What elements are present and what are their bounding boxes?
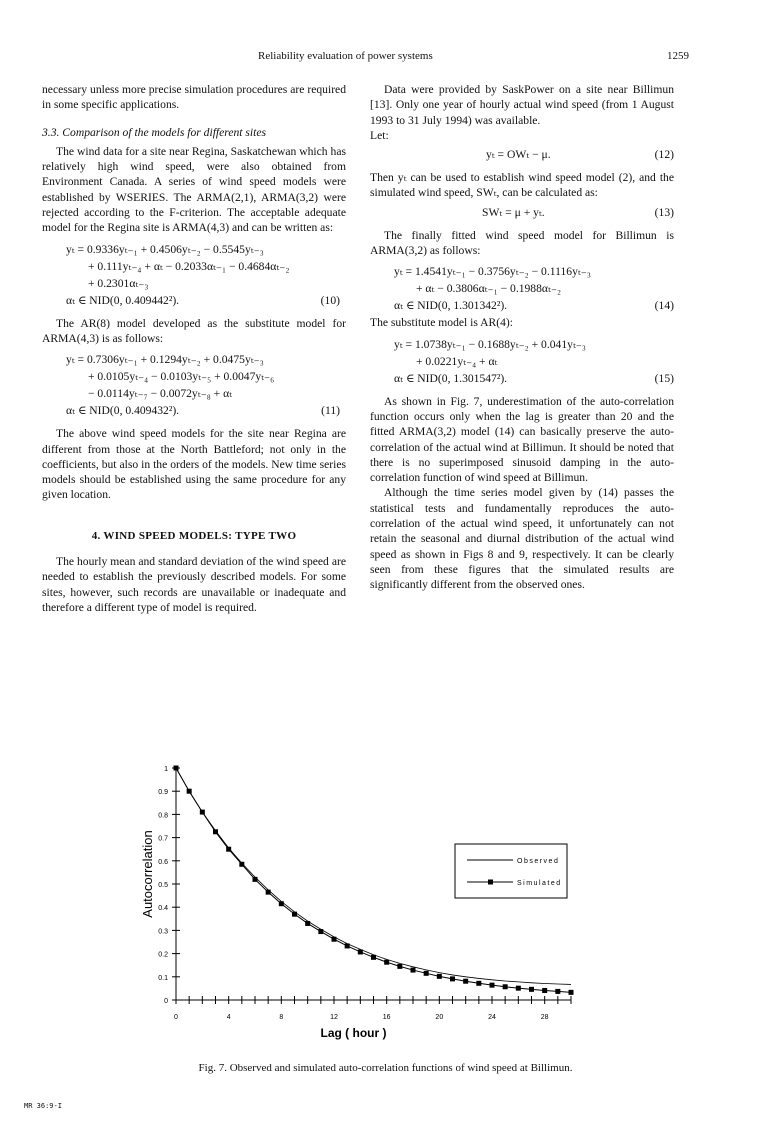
equation-line: yₜ = 1.0738yₜ₋₁ − 0.1688yₜ₋₂ + 0.041yₜ₋₃ <box>394 337 586 351</box>
paragraph: Then yₜ can be used to establish wind speed model (2), and the simulated wind speed, SWₜ, can be calculated as: <box>370 171 674 200</box>
simulated-point <box>226 847 231 852</box>
paragraph: The finally fitted wind speed model for Billimun is ARMA(3,2) as follows: <box>370 228 674 258</box>
simulated-point <box>437 974 442 979</box>
equation-line: yₜ = 0.9336yₜ₋₁ + 0.4506yₜ₋₂ − 0.5545yₜ₋₃ <box>66 242 264 256</box>
simulated-point <box>358 949 363 954</box>
equation-13: SWₜ = μ + yₜ. <box>482 205 545 219</box>
equation-15 <box>370 337 674 388</box>
equation-number: (13) <box>654 205 674 219</box>
y-tick-label: 0.6 <box>158 858 168 866</box>
y-tick-label: 0.5 <box>158 882 168 889</box>
equation-number: (12) <box>654 148 674 162</box>
section-heading-4: 4. WIND SPEED MODELS: TYPE TWO <box>91 529 297 542</box>
equation-11 <box>42 352 346 420</box>
right-column <box>370 82 674 593</box>
equation-line: yₜ = 0.7306yₜ₋₁ + 0.1294yₜ₋₂ + 0.0475yₜ₋₃ <box>66 353 264 367</box>
paragraph: necessary unless more precise simulation procedures are required in some specific applications. <box>42 83 346 112</box>
simulated-point <box>397 964 402 969</box>
equation-14 <box>370 264 674 315</box>
paragraph: As shown in Fig. 7, underestimation of the auto-correlation function occurs only when the lag is greater than 20 and the fitted ARMA(3,2) model (14) can basically preserve the auto-correlation of the actual wind at Billimun. It should be noted that there is no superimposed sinusoid damping in the auto-correlation function of wind speed at Billimun. <box>370 394 674 485</box>
simulated-point <box>292 912 297 917</box>
simulated-point <box>555 989 560 994</box>
simulated-point <box>516 986 521 991</box>
simulated-point <box>239 862 244 867</box>
simulated-point <box>411 968 416 973</box>
y-axis-label: Autocorrelation <box>140 830 155 918</box>
simulated-point <box>200 810 205 815</box>
simulated-point <box>371 955 376 960</box>
simulated-point <box>174 766 179 771</box>
x-tick-label: 16 <box>382 1014 391 1021</box>
paragraph: The above wind speed models for the site near Regina are different from those at the North Battleford; not only in the coefficients, but also in the orders of the models. New time series models should be established using the same procedure for any given location. <box>42 427 346 502</box>
x-tick-label: 28 <box>540 1014 549 1021</box>
simulated-point <box>332 937 337 942</box>
equation-12: yₜ = OWₜ − μ. <box>486 148 551 162</box>
equation-number: (15) <box>654 371 674 385</box>
legend-marker <box>488 880 493 885</box>
equation-line: αₜ ∈ NID(0, 1.301547²). <box>394 371 508 385</box>
simulated-point <box>253 877 258 882</box>
running-header-title: Reliability evaluation of power systems <box>258 50 433 62</box>
simulated-point <box>463 979 468 984</box>
equation-line: + 0.0105yₜ₋₄ − 0.0103yₜ₋₅ + 0.0047yₜ₋₆ <box>88 370 275 384</box>
equation-number: (14) <box>654 299 674 313</box>
legend-entry: Observed <box>517 858 560 865</box>
paragraph: Data were provided by SaskPower on a site near Billimun [13]. Only one year of hourly actual wind speed (from 1 August 1993 to 31 July 1994) was available. <box>370 83 674 127</box>
equation-line: + 0.2301αₜ₋₃ <box>88 276 149 290</box>
x-tick-label: 24 <box>488 1014 496 1021</box>
y-tick-label: 0.7 <box>158 835 168 843</box>
legend-box <box>455 844 567 898</box>
simulated-point <box>279 901 284 906</box>
simulated-point <box>318 929 323 934</box>
y-tick-label: 0 <box>164 998 168 1005</box>
y-tick-label: 1 <box>164 766 168 773</box>
y-tick-label: 0.1 <box>158 974 168 982</box>
equation-line: yₜ = 1.4541yₜ₋₁ − 0.3756yₜ₋₂ − 0.1116yₜ₋₃ <box>394 265 591 279</box>
simulated-point <box>384 960 389 965</box>
simulated-point <box>529 987 534 992</box>
paragraph: The wind data for a site near Regina, Saskatchewan which has relatively high wind speed, were also obtained from Environment Canada. A series of wind speed models were established by WSERIES. The ARMA(2,1), ARMA(3,2) were rejected according to the F-criterion. The acceptable adequate model for the Regina site is ARMA(4,3) and can be written as: <box>42 144 346 235</box>
equation-line: + αₜ − 0.3806αₜ₋₁ − 0.1988αₜ₋₂ <box>416 282 561 296</box>
equation-10 <box>42 242 346 310</box>
y-tick-label: 0.9 <box>158 789 168 797</box>
simulated-point <box>542 988 547 993</box>
footer-code: MR 36:9-I <box>24 1102 62 1110</box>
y-tick-label: 0.8 <box>158 812 168 820</box>
x-tick-label: 4 <box>226 1014 231 1021</box>
equation-number: (11) <box>321 404 340 418</box>
equation-line: + 0.111yₜ₋₄ + αₜ − 0.2033αₜ₋₁ − 0.4684αₜ₋₂ <box>88 259 290 273</box>
x-axis-label: Lag ( hour ) <box>320 1026 387 1040</box>
paragraph: The substitute model is AR(4): <box>370 316 513 330</box>
legend-entry: Simulated <box>517 880 562 887</box>
equation-line: + 0.0221yₜ₋₄ + αₜ <box>416 354 498 368</box>
left-column <box>42 82 346 615</box>
simulated-point <box>187 789 192 794</box>
simulated-point <box>450 976 455 981</box>
simulated-point <box>424 971 429 976</box>
x-tick-label: 8 <box>279 1014 284 1021</box>
simulated-point <box>503 984 508 989</box>
figure-caption: Fig. 7. Observed and simulated auto-correlation functions of wind speed at Billimun. <box>198 1062 573 1074</box>
equation-line: αₜ ∈ NID(0, 1.301342²). <box>394 299 508 313</box>
paragraph: The hourly mean and standard deviation of the wind speed are needed to establish the previously described models. For some sites, however, such records are unavailable or inadequate and therefore a different type of model is required. <box>42 555 346 614</box>
y-tick-label: 0.3 <box>158 928 168 936</box>
simulated-point <box>305 921 310 926</box>
paragraph: The AR(8) model developed as the substitute model for ARMA(4,3) is as follows: <box>42 316 346 345</box>
let-label: Let: <box>370 128 389 142</box>
simulated-point <box>476 981 481 986</box>
section-heading-3-3: 3.3. Comparison of the models for different sites <box>42 125 267 139</box>
autocorrelation-chart <box>0 758 771 1058</box>
equation-line: − 0.0114yₜ₋₇ − 0.0072yₜ₋₈ + αₜ <box>88 387 233 401</box>
paragraph: Although the time series model given by (14) passes the statistical tests and fundamentally reproduces the auto-correlation of the actual wind speed, it unfortunately can not retain the seasonal and diurnal distribution of the actual wind speed as shown in Figs 8 and 9, respectively. It can be clearly seen from these figures that the simulated results are significantly different from the observed ones. <box>370 486 674 592</box>
equation-number: (10) <box>320 293 340 307</box>
simulated-point <box>266 890 271 895</box>
x-tick-label: 12 <box>330 1014 338 1021</box>
simulated-point <box>569 990 574 995</box>
equation-line: αₜ ∈ NID(0, 0.409432²). <box>66 404 180 418</box>
x-tick-label: 0 <box>174 1014 178 1021</box>
simulated-point <box>345 943 350 948</box>
equation-line: αₜ ∈ NID(0, 0.409442²). <box>66 293 180 307</box>
y-tick-label: 0.4 <box>158 905 168 913</box>
simulated-point <box>213 829 218 834</box>
page-number: 1259 <box>667 50 689 62</box>
x-tick-label: 20 <box>435 1014 444 1021</box>
simulated-point <box>490 983 495 988</box>
y-tick-label: 0.2 <box>158 951 168 959</box>
